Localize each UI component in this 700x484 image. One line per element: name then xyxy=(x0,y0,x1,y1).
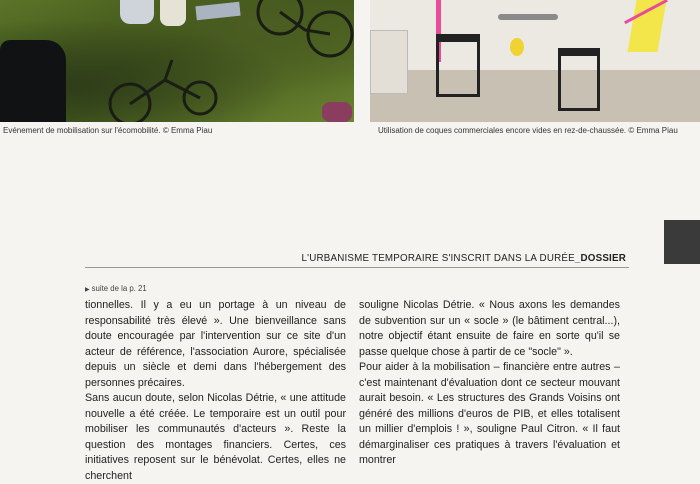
continuation-label: suite de la p. 21 xyxy=(91,284,147,293)
header-title: L'URBANISME TEMPORAIRE S'INSCRIT DANS LA DURÉE xyxy=(301,253,575,264)
photo-caption: Evénement de mobilisation sur l'écomobilité. © Emma Piau xyxy=(3,126,213,135)
photo-empty-shop-shells xyxy=(370,0,700,122)
article-paragraph: Sans aucun doute, selon Nicolas Détrie, « une attitude nouvelle a été créée. Le temporaire est un outil pour mobiliser les communautés d'acteurs ». Reste la question des montages financiers. Certes, ces initiatives reposent sur le bénévolat. Certes, elles ne cherchent xyxy=(85,392,346,482)
photo-detail xyxy=(370,30,408,94)
continuation-note xyxy=(85,284,147,293)
triangle-right-icon: ▶ xyxy=(85,287,90,293)
article-paragraph: souligne Nicolas Détrie. « Nous axons les demandes de subvention sur un « socle » (le bâtiment central...), notre objectif étant ensuite de faire en sorte qu'il se passe quelque chose à partir de ce "socle" ». xyxy=(359,299,620,358)
header-divider xyxy=(85,267,629,268)
header-section: _DOSSIER xyxy=(574,253,626,264)
photo-detail xyxy=(510,38,524,56)
article-column-right xyxy=(359,298,620,469)
photo-detail xyxy=(498,14,558,20)
article-column-left xyxy=(85,298,346,484)
photo-detail xyxy=(558,48,600,111)
photo-detail xyxy=(370,70,700,122)
photo-ecomobility-event xyxy=(0,0,354,122)
article-paragraph: Pour aider à la mobilisation – financière entre autres – c'est maintenant d'évaluation dont ce secteur mouvant aurait besoin. « Les structures des Grands Voisins ont généré des millions d'euros de PIB, et elles totalisent un millier d'emplois ! », souligne Paul Citron. « Il faut démarginaliser ces pratiques à travers l'évaluation et montrer xyxy=(359,361,620,466)
photo-caption: Utilisation de coques commerciales encore vides en rez-de-chaussée. © Emma Piau xyxy=(378,126,678,135)
running-header xyxy=(200,253,626,264)
article-paragraph: tionnelles. Il y a eu un portage à un niveau de responsabilité très élevé ». Une bienveillance sans doute encouragée par l'intervention sur ce site d'un acteur de référence, l'association Aurore, spécialisée depuis un siècle et demi dans l'hébergement des personnes précaires. xyxy=(85,299,346,389)
section-tab xyxy=(664,220,700,264)
bicycles-illustration xyxy=(0,0,354,122)
photo-detail xyxy=(436,34,480,97)
